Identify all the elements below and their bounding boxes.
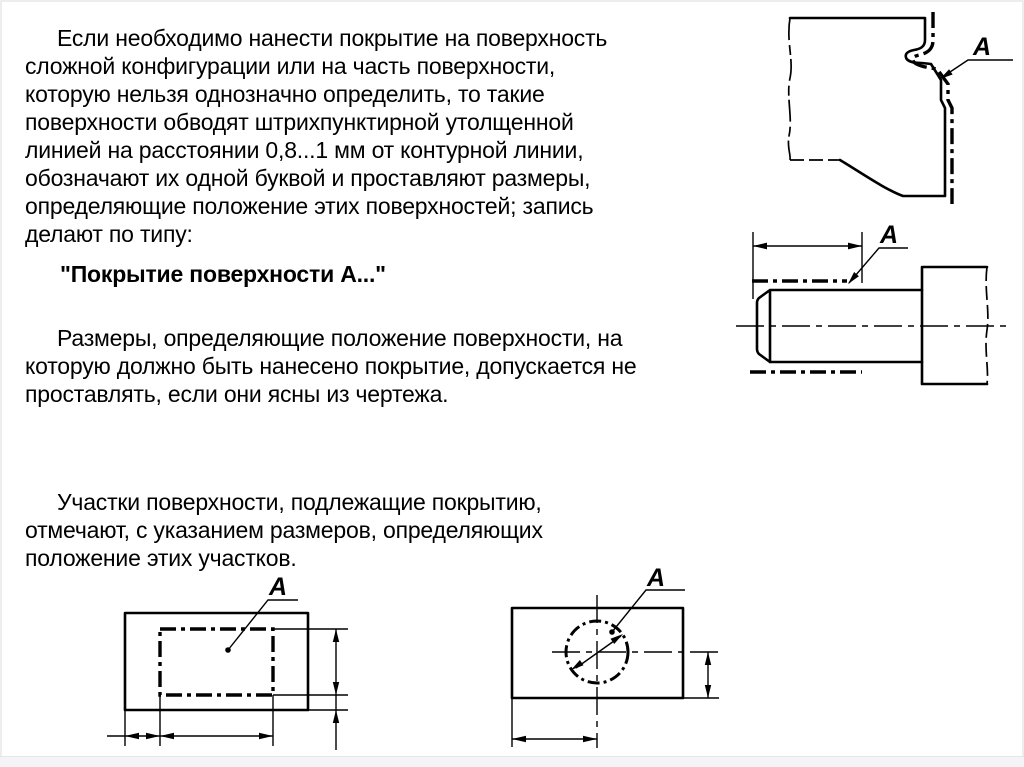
fig2-bolt-coating — [736, 221, 1010, 384]
fig4-arrow-4 — [705, 685, 711, 698]
text-line: линией на расстоянии 0,8...1 мм от контурной линии, — [25, 137, 584, 163]
fig1-contour — [790, 18, 945, 196]
fig1-leader-line — [941, 60, 1013, 78]
fig3-arrow-1 — [125, 733, 139, 739]
coating-note-bold: "Покрытие поверхности А..." — [60, 261, 386, 287]
fig4-arrow-3 — [705, 652, 711, 665]
fig1-contour-coating — [788, 12, 1013, 204]
fig2-dim-arrow-right — [848, 243, 862, 250]
fig3-arrow-5 — [333, 629, 339, 642]
fig3-arrow-6 — [333, 682, 339, 695]
fig3-arrow-4 — [259, 733, 273, 739]
fig2-dim-arrow-left — [753, 243, 767, 250]
fig4-circle-area — [512, 564, 719, 748]
fig3-arrow-7 — [333, 710, 339, 723]
text-line: которую должно быть нанесено покрытие, допускается не — [25, 353, 637, 379]
fig2-leader-line — [849, 248, 908, 283]
fig3-arrow-3 — [160, 733, 174, 739]
fig3-surface-label-a: А — [269, 573, 288, 601]
text-line: Участки поверхности, подлежащие покрытию, — [57, 489, 542, 515]
fig4-surface-label-a: А — [647, 564, 666, 592]
slide-footer-strip — [0, 756, 1024, 767]
fig2-surface-label-a: А — [880, 221, 899, 249]
text-line: Если необходимо нанести покрытие на поверхность — [57, 25, 608, 51]
fig4-leader-line — [612, 590, 685, 632]
text-line: определяющие положение этих поверхностей; запись — [25, 193, 594, 219]
text-line: Размеры, определяющие положение поверхности, на — [57, 325, 623, 351]
fig1-break-edge — [788, 18, 791, 160]
fig3-coated-region — [160, 629, 273, 695]
fig3-arrow-2 — [146, 733, 160, 739]
text-line: сложной конфигурации или на часть поверхности, — [25, 53, 556, 79]
fig4-arrow-1 — [512, 736, 526, 742]
text-line: проставлять, если они ясны из чертежа. — [25, 381, 449, 407]
fig4-diameter-arrow-sw — [571, 660, 584, 670]
text-line: положение этих участков. — [25, 545, 297, 571]
fig3-leader-line — [228, 600, 298, 650]
fig1-surface-label-a: А — [973, 33, 992, 61]
text-line: которую нельзя однозначно определить, то такие — [25, 81, 545, 107]
fig3-rect-area — [107, 573, 348, 750]
fig4-arrow-2 — [583, 736, 597, 742]
text-line: поверхности обводят штрихпунктирной утолщенной — [25, 109, 574, 135]
text-line: отмечают, с указанием размеров, определяющих — [25, 517, 543, 543]
text-line: обозначают их одной буквой и проставляют размеры, — [25, 165, 591, 191]
text-line: делают по типу: — [25, 221, 193, 247]
